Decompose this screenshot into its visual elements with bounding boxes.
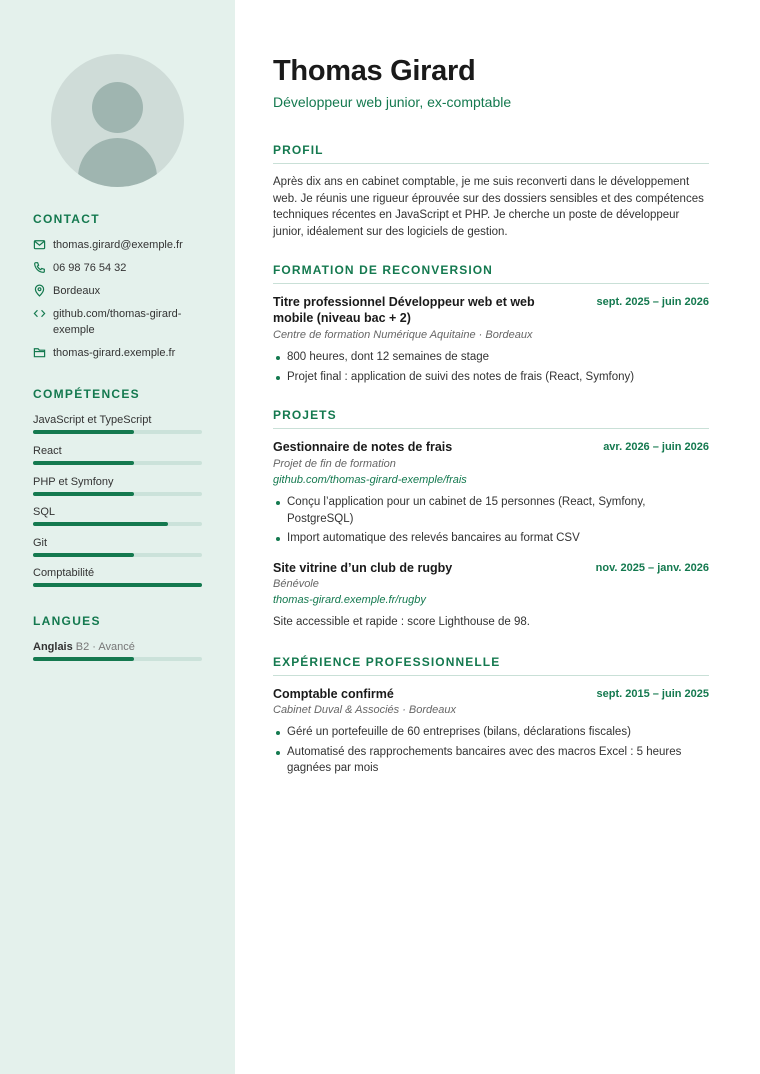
skill-item xyxy=(33,566,202,587)
skill-bar-fill xyxy=(33,522,168,526)
experience-heading: EXPÉRIENCE PROFESSIONNELLE xyxy=(273,655,709,676)
list-item: Conçu l’application pour un cabinet de 15 personnes (React, Symfony, PostgreSQL) xyxy=(273,494,709,527)
contact-location-text: Bordeaux xyxy=(53,285,101,297)
list-item: Géré un portefeuille de 60 entreprises (bilans, déclarations fiscales) xyxy=(273,724,709,741)
skills-heading: COMPÉTENCES xyxy=(33,387,140,401)
skill-item xyxy=(33,413,202,434)
language-item xyxy=(33,640,202,661)
experience-company: Cabinet Duval & Associés · Bordeaux xyxy=(273,704,457,716)
list-item: Projet final : application de suivi des notes de frais (React, Symfony) xyxy=(273,369,709,386)
avatar-body-shape xyxy=(78,138,157,187)
skill-bar xyxy=(33,430,202,434)
list-item: 800 heures, dont 12 semaines de stage xyxy=(273,349,709,366)
profile-text: Après dix ans en cabinet comptable, je me suis reconverti dans le développement web. Je réunis une rigueur éprouvée sur des dossiers sensibles et des compétences techniques récentes en JavaScript et PHP. Je cherche un poste de développeur junior, idéalement sur des logiciels de gestion. xyxy=(273,176,704,238)
experience-date: sept. 2015 – juin 2025 xyxy=(596,688,709,700)
phone-icon xyxy=(33,261,46,274)
contact-location xyxy=(33,283,208,299)
contact-heading: CONTACT xyxy=(33,212,100,226)
skill-item xyxy=(33,444,202,465)
experience-bullets xyxy=(273,724,709,780)
contact-website[interactable] xyxy=(33,345,208,361)
contact-phone[interactable] xyxy=(33,260,208,276)
experience-title: Comptable confirmé xyxy=(273,687,394,701)
mail-icon xyxy=(33,238,46,251)
project-date: nov. 2025 – janv. 2026 xyxy=(595,562,709,574)
skill-label: Comptabilité xyxy=(33,567,95,579)
skill-bar-fill xyxy=(33,583,202,587)
project-subtitle: Bénévole xyxy=(273,578,319,590)
education-date: sept. 2025 – juin 2026 xyxy=(596,296,709,308)
contact-github[interactable] xyxy=(33,306,208,338)
education-bullets xyxy=(273,349,709,388)
project-text: Site accessible et rapide : score Lighthouse de 98. xyxy=(273,616,530,628)
skill-label: PHP et Symfony xyxy=(33,476,114,488)
sidebar xyxy=(0,0,235,1074)
project-link[interactable]: github.com/thomas-girard-exemple/frais xyxy=(273,474,467,486)
skill-bar xyxy=(33,492,202,496)
skill-item xyxy=(33,475,202,496)
skill-bar-fill xyxy=(33,430,134,434)
list-item: Automatisé des rapprochements bancaires avec des macros Excel : 5 heures gagnées par mois xyxy=(273,744,709,777)
project-link[interactable]: thomas-girard.exemple.fr/rugby xyxy=(273,594,426,606)
profile-heading: PROFIL xyxy=(273,143,709,164)
skill-item xyxy=(33,536,202,557)
code-icon xyxy=(33,307,46,320)
skill-bar-fill xyxy=(33,553,134,557)
skill-label: React xyxy=(33,445,62,457)
skill-label: SQL xyxy=(33,506,56,518)
project-date: avr. 2026 – juin 2026 xyxy=(603,441,709,453)
projects-heading: PROJETS xyxy=(273,408,709,429)
avatar-head-shape xyxy=(92,82,143,133)
job-title: Développeur web junior, ex-comptable xyxy=(273,94,512,110)
language-bar xyxy=(33,657,202,661)
skill-bar-fill xyxy=(33,492,134,496)
folder-icon xyxy=(33,346,46,359)
skill-label: Git xyxy=(33,537,48,549)
language-bar-fill xyxy=(33,657,134,661)
language-level: B2 · Avancé xyxy=(75,641,135,653)
project-title: Site vitrine d’un club de rugby xyxy=(273,561,453,575)
education-heading: FORMATION DE RECONVERSION xyxy=(273,263,709,284)
skill-bar xyxy=(33,583,202,587)
education-title: Titre professionnel Développeur web et web mobile (niveau bac + 2) xyxy=(273,295,535,325)
list-item: Import automatique des relevés bancaires au format CSV xyxy=(273,530,709,547)
contact-email[interactable] xyxy=(33,237,208,253)
language-name: Anglais xyxy=(33,641,73,653)
language-bar-wrap xyxy=(33,657,202,661)
avatar xyxy=(51,54,184,187)
skill-item xyxy=(33,505,202,526)
project-subtitle: Projet de fin de formation xyxy=(273,458,396,470)
contact-website-text: thomas-girard.exemple.fr xyxy=(53,347,176,359)
languages-heading: LANGUES xyxy=(33,614,101,628)
contact-phone-text: 06 98 76 54 32 xyxy=(53,262,127,274)
location-pin-icon xyxy=(33,284,46,297)
education-school: Centre de formation Numérique Aquitaine · Bordeaux xyxy=(273,329,533,341)
person-name: Thomas Girard xyxy=(273,55,476,87)
skill-bar xyxy=(33,461,202,465)
skill-bar-fill xyxy=(33,461,134,465)
skill-bar xyxy=(33,522,202,526)
contact-email-text: thomas.girard@exemple.fr xyxy=(53,239,183,251)
skill-bar xyxy=(33,553,202,557)
project-title: Gestionnaire de notes de frais xyxy=(273,440,453,454)
skill-label: JavaScript et TypeScript xyxy=(33,414,152,426)
contact-github-text: github.com/thomas-girard-exemple xyxy=(53,308,182,336)
project-bullets xyxy=(273,494,709,550)
